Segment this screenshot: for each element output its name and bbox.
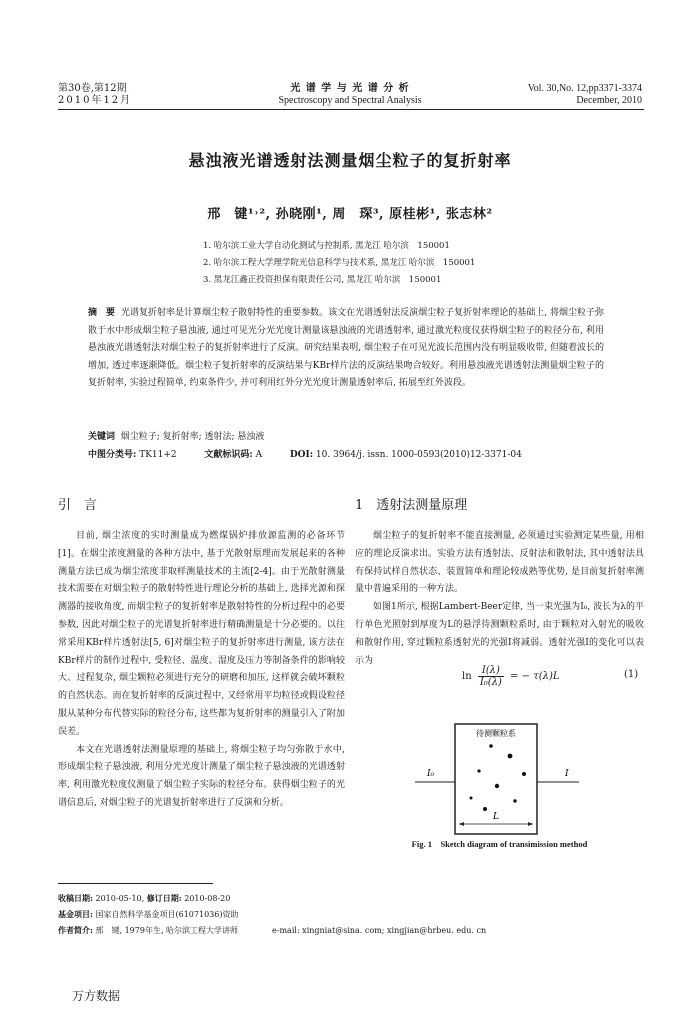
eq-ln: ln — [462, 671, 472, 682]
keywords-label: 关键词 — [88, 432, 116, 442]
section-1-paragraph-1: 烟尘粒子的复折射率不能直接测量, 必须通过实验测定某些量, 用相应的理论反演求出。实验方法有透射法、反射法和散射法, 其中透射法具有保持试样自然状态、装置简单和理论较成熟等优势, 是目前复折射率测量中普遍采用的一种方法。 — [355, 531, 644, 595]
doc-code-value: A — [255, 450, 263, 460]
author-list: 邢 键¹˒², 孙晓刚¹, 周 琛³, 原桂彬¹, 张志林² — [207, 207, 493, 222]
intro-paragraph-1: 目前, 烟尘浓度的实时测量成为燃煤锅炉排放源监测的必备环节[1]。在烟尘浓度测量的各种方法中, 基于光散射原理而发展起来的各种测量方法已成为烟尘浓度非取样测量技术的主流[2-4]。由于光散射测量技术需要在对烟尘粒子的散射特性进行理论分析的基础上, 选择光源和探测器的接收角度, 而烟尘粒子的复折射率是散射特性的分析过程中的必要参数, 因此对烟尘粒子的光谱复折射率进行精确测量是十分必要的。以往常采用KBr样片透射法[5, 6]对烟尘粒子的复折射率进行测量, 该方法在KBr样片的制作过程中, 受粒径、温度、湿度及压力等制备条件的影响较大、过程复杂, 烟尘颗粒必须进行充分的研磨和加压, 这样就会破坏颗粒的自然状态。而在复折射率的反演过程中, 又经常用平均粒径或假设粒径服从某种分布代替实际的粒径分布, 这些都为复折射率的测量引入了附加误差。 — [58, 531, 345, 737]
dimension-arrow-left — [459, 822, 464, 826]
header-date: 2010年12月 — [58, 95, 133, 106]
fund-label: 基金项目: — [58, 909, 93, 919]
section-1-body — [355, 528, 644, 670]
particle — [508, 754, 513, 759]
footnote-author — [58, 925, 486, 936]
author-bio-label: 作者简介: — [58, 925, 93, 935]
intro-body — [58, 528, 345, 813]
equation-number: (1) — [624, 669, 639, 680]
header-citation — [528, 83, 642, 107]
author-bio: 邢 键, 1979年生, 哈尔滨工程大学讲师 — [95, 926, 239, 935]
eq-numerator: I(λ) — [478, 665, 504, 677]
abstract-label: 摘 要 — [88, 308, 116, 318]
revised-label: 修订日期: — [146, 893, 182, 903]
watermark: 万方数据 — [72, 989, 121, 1003]
heading-introduction: 引 言 — [58, 498, 98, 513]
clc-value: TK11+2 — [139, 450, 177, 460]
clc-label: 中图分类号: — [88, 450, 137, 460]
intro-paragraph-2: 本文在光谱透射法测量原理的基础上, 将烟尘粒子均匀弥散于水中, 形成烟尘粒子悬浊液, 利用分光光度计测量了烟尘粒子悬浊液的光谱透射率, 利用激光粒度仪测量了烟尘粒子实际的粒径分布。获得烟尘粒子的光谱信息后, 对烟尘粒子的光谱复折射率进行了反演和分析。 — [58, 744, 345, 808]
doi-label: DOI: — [289, 450, 314, 460]
footnote-rule — [58, 883, 213, 884]
abstract — [88, 305, 604, 393]
particle — [522, 772, 526, 776]
affiliation-3: 3. 黑龙江鑫正投资担保有限责任公司, 黑龙江 哈尔滨 150001 — [203, 275, 442, 285]
particle — [495, 784, 499, 788]
particles — [470, 744, 527, 811]
affiliation-2: 2. 哈尔滨工程大学理学院光信息科学与技术系, 黑龙江 哈尔滨 150001 — [203, 258, 476, 268]
header-vol-pages: Vol. 30,No. 12,pp3371-3374 — [527, 83, 642, 94]
eq-rhs: = − τ(λ)L — [510, 671, 560, 682]
equation-1 — [462, 665, 560, 688]
revised-date: 2010-08-20 — [184, 894, 231, 903]
fund-text: 国家自然科学基金项目(61071036)资助 — [95, 910, 239, 919]
particle — [477, 769, 480, 772]
classification-line — [88, 447, 522, 460]
keywords-text: 烟尘粒子; 复折射率; 透射法; 悬浊液 — [120, 432, 265, 442]
received-label: 收稿日期: — [58, 893, 93, 903]
heading-section-1: 1 透射法测量原理 — [355, 498, 468, 513]
footnote-dates — [58, 893, 230, 904]
header-rule — [58, 109, 644, 110]
sample-cell-label: 待测颗粒系 — [476, 729, 516, 738]
journal-name-en: Spectroscopy and Spectral Analysis — [278, 95, 422, 106]
doc-code-label: 文献标识码: — [204, 450, 253, 460]
thickness-label: L — [493, 812, 499, 822]
particle — [513, 799, 516, 802]
author-email: e-mail: xingniat@sina. com; xingjian@hrbeu. edu. cn — [272, 926, 487, 935]
incident-intensity-label: I₀ — [427, 769, 435, 779]
abstract-text: 光谱复折射率是计算烟尘粒子散射特性的重要参数。该文在光谱透射法反演烟尘粒子复折射率理论的基础上, 将烟尘粒子弥散于水中形成烟尘粒子悬浊液, 通过可见光分光光度计测量该悬浊液的光谱透射率, 通过激光粒度仪获得烟尘粒子的粒径分布, 利用悬浊液光谱透射法对烟尘粒子的复折射率进行了反演。研究结果表明, 烟尘粒子在可见光波长范围内没有明显吸收带, 但随着波长的增加, 透过率逐渐降低。烟尘粒子复折射率的反演结果与KBr样片法的反演结果吻合较好。利用悬浊液光谱透射法测量烟尘粒子的复折射率, 实验过程简单, 约束条件少, 并可利用红外分光光度计测量透射率后, 拓展至红外波段。 — [88, 308, 604, 388]
header-month: December, 2010 — [576, 95, 642, 106]
particle — [489, 744, 493, 748]
section-1-paragraph-2: 如图1所示, 根据Lambert-Beer定律, 当一束光强为I₀, 波长为λ的平行单色光照射到厚度为L的悬浮待测颗粒系时, 由于颗粒对入射光的吸收和散射作用, 穿过颗粒系透射光的光强I将减弱。透射光强I的变化可以表示为 — [355, 602, 644, 666]
paper-title: 悬浊液光谱透射法测量烟尘粒子的复折射率 — [188, 151, 512, 170]
transmitted-intensity-label: I — [565, 769, 569, 779]
eq-denominator: I₀(λ) — [479, 677, 502, 688]
header-volume: 第30卷,第12期 — [58, 83, 127, 94]
eq-fraction — [478, 665, 504, 688]
doi-value: 10. 3964/j. issn. 1000-0593(2010)12-3371-04 — [315, 450, 522, 460]
particle — [470, 797, 473, 800]
affiliation-1: 1. 哈尔滨工业大学自动化测试与控制系, 黑龙江 哈尔滨 150001 — [203, 241, 450, 251]
footnote-fund — [58, 909, 238, 920]
figure-caption: Fig. 1 Sketch diagram of transimission method — [411, 839, 588, 849]
keywords — [88, 429, 264, 442]
dimension-arrow-right — [528, 822, 533, 826]
particle — [483, 807, 487, 811]
figure-transmission-diagram — [415, 716, 579, 838]
received-date: 2010-05-10, — [95, 894, 145, 903]
journal-name-cn: 光 谱 学 与 光 谱 分 析 — [290, 83, 410, 94]
